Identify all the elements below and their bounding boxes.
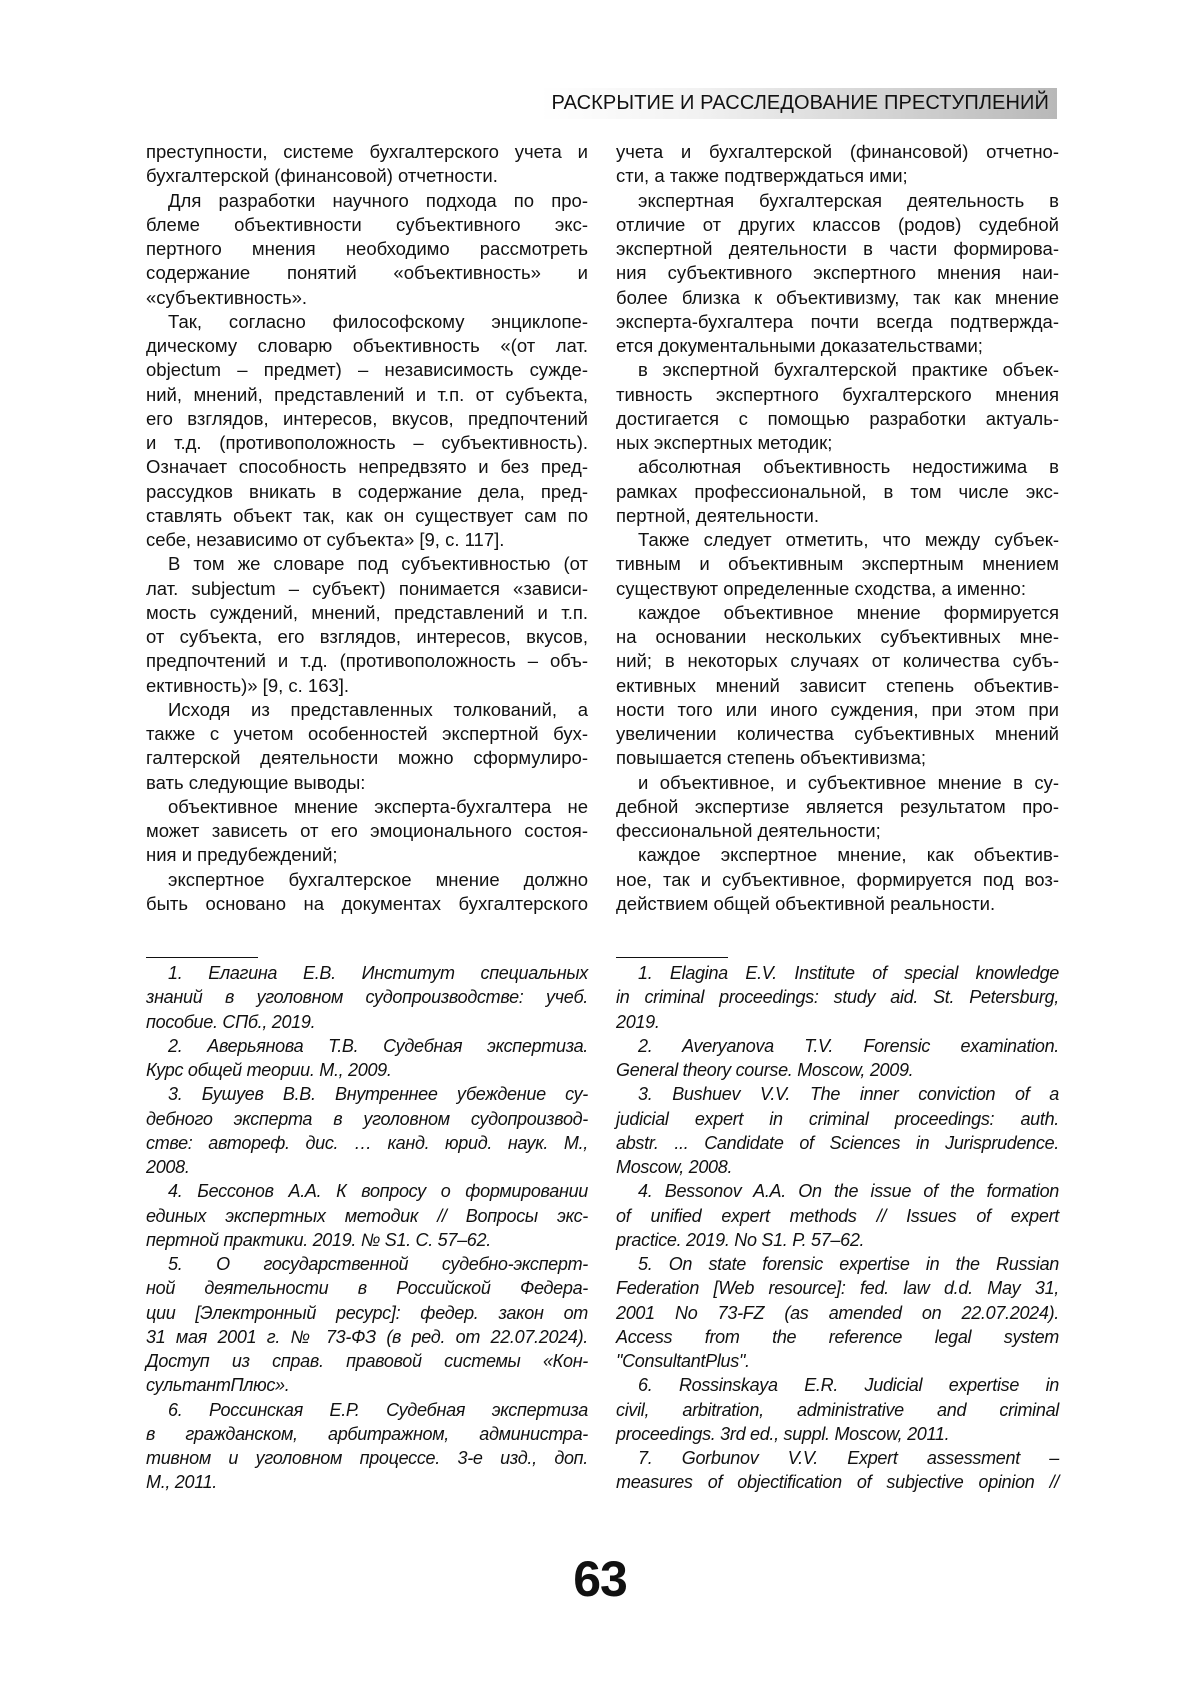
- paragraph: [616, 771, 1059, 844]
- reference-item: [146, 961, 588, 1034]
- reference-item: [616, 1373, 1059, 1446]
- text-line: judicial expert in criminal proceedings: auth.: [616, 1107, 1059, 1131]
- text-line: Для разработки научного подхода по про-: [146, 189, 588, 213]
- paragraph: [616, 528, 1059, 601]
- text-line: 1. Elagina E.V. Institute of special knowledge: [616, 961, 1059, 985]
- text-line: пертного мнения необходимо рассмотреть: [146, 237, 588, 261]
- text-line: тивном и уголовном процессе. 3-е изд., доп.: [146, 1446, 588, 1470]
- text-line: в гражданском, арбитражном, администра-: [146, 1422, 588, 1446]
- reference-item: [616, 1034, 1059, 1083]
- paragraph: [146, 552, 588, 698]
- text-line: предпочтений и т.д. (противоположность – объ-: [146, 649, 588, 673]
- text-line: стве: автореф. дис. … канд. юрид. наук. М.,: [146, 1131, 588, 1155]
- text-line: тивным и объективным экспертным мнением: [616, 552, 1059, 576]
- text-line: объективное мнение эксперта-бухгалтера не: [146, 795, 588, 819]
- text-line: ективность)» [9, с. 163].: [146, 674, 588, 698]
- text-line: на основании нескольких субъективных мне-: [616, 625, 1059, 649]
- text-line: сультантПлюс».: [146, 1373, 588, 1397]
- text-line: М., 2011.: [146, 1470, 588, 1494]
- reference-item: [616, 1179, 1059, 1252]
- text-line: каждое объективное мнение формируется: [616, 601, 1059, 625]
- text-line: ное, так и субъективное, формируется под воз-: [616, 868, 1059, 892]
- reference-item: [146, 1252, 588, 1398]
- text-line: фессиональной деятельности;: [616, 819, 1059, 843]
- text-line: 2. Аверьянова Т.В. Судебная экспертиза.: [146, 1034, 588, 1058]
- text-line: Moscow, 2008.: [616, 1155, 1059, 1179]
- text-line: быть основано на документах бухгалтерского: [146, 892, 588, 916]
- page-number: 63: [0, 1550, 1200, 1608]
- text-line: существуют определенные сходства, а именно:: [616, 577, 1059, 601]
- text-line: дебного эксперта в уголовном судопроизвод-: [146, 1107, 588, 1131]
- reference-item: [616, 1446, 1059, 1495]
- text-line: 7. Gorbunov V.V. Expert assessment –: [616, 1446, 1059, 1470]
- text-line: сти, а также подтверждаться ими;: [616, 164, 1059, 188]
- text-line: General theory course. Moscow, 2009.: [616, 1058, 1059, 1082]
- body-column-right: [616, 140, 1059, 916]
- text-line: of unified expert methods // Issues of expert: [616, 1204, 1059, 1228]
- reference-item: [616, 1082, 1059, 1179]
- text-line: может зависеть от его эмоционального состоя-: [146, 819, 588, 843]
- text-line: бухгалтерской (финансовой) отчетности.: [146, 164, 588, 188]
- text-line: и т.д. (противоположность – субъективность).: [146, 431, 588, 455]
- text-line: 3. Bushuev V.V. The inner conviction of a: [616, 1082, 1059, 1106]
- text-line: ных экспертных методик;: [616, 431, 1059, 455]
- text-line: ности того или иного суждения, при этом при: [616, 698, 1059, 722]
- text-line: эксперта-бухгалтера почти всегда подтвержда-: [616, 310, 1059, 334]
- paragraph: [616, 140, 1059, 189]
- text-line: measures of objectification of subjective opinion //: [616, 1470, 1059, 1494]
- text-line: Доступ из справ. правовой системы «Кон-: [146, 1349, 588, 1373]
- text-line: рассудков вникать в содержание дела, пред-: [146, 480, 588, 504]
- text-line: Так, согласно философскому энциклопе-: [146, 310, 588, 334]
- paragraph: [616, 843, 1059, 916]
- text-line: учета и бухгалтерской (финансовой) отчетно-: [616, 140, 1059, 164]
- text-line: ставлять объект так, как он существует сам по: [146, 504, 588, 528]
- text-line: преступности, системе бухгалтерского учета и: [146, 140, 588, 164]
- text-line: ется документальными доказательствами;: [616, 334, 1059, 358]
- references-ru: [146, 961, 588, 1495]
- reference-item: [146, 1179, 588, 1252]
- paragraph: [146, 189, 588, 310]
- text-line: знаний в уголовном судопроизводстве: учеб.: [146, 985, 588, 1009]
- text-line: экспертная бухгалтерская деятельность в: [616, 189, 1059, 213]
- reference-item: [616, 1252, 1059, 1373]
- paragraph: [146, 310, 588, 553]
- text-line: «субъективность».: [146, 286, 588, 310]
- text-line: единых экспертных методик // Вопросы экс-: [146, 1204, 588, 1228]
- text-line: 5. On state forensic expertise in the Russian: [616, 1252, 1059, 1276]
- paragraph: [616, 455, 1059, 528]
- text-line: ния субъективного экспертного мнения наи-: [616, 261, 1059, 285]
- text-line: мость суждений, мнений, представлений и т.п.: [146, 601, 588, 625]
- text-line: пертной практики. 2019. № S1. С. 57–62.: [146, 1228, 588, 1252]
- text-line: В том же словаре под субъективностью (от: [146, 552, 588, 576]
- text-line: 4. Bessonov A.A. On the issue of the formation: [616, 1179, 1059, 1203]
- text-line: действием общей объективной реальности.: [616, 892, 1059, 916]
- text-line: также с учетом особенностей экспертной бух-: [146, 722, 588, 746]
- text-line: abstr. ... Candidate of Sciences in Jurisprudence.: [616, 1131, 1059, 1155]
- body-column-left: [146, 140, 588, 916]
- text-line: экспертной деятельности в части формирова-: [616, 237, 1059, 261]
- text-line: себе, независимо от субъекта» [9, с. 117].: [146, 528, 588, 552]
- text-line: proceedings. 3rd ed., suppl. Moscow, 2011.: [616, 1422, 1059, 1446]
- footnote-separator-left: [146, 957, 258, 958]
- text-line: 2008.: [146, 1155, 588, 1179]
- paragraph: [146, 795, 588, 868]
- text-line: от субъекта, его взглядов, интересов, вкусов,: [146, 625, 588, 649]
- paragraph: [146, 698, 588, 795]
- text-line: Исходя из представленных толкований, а: [146, 698, 588, 722]
- text-line: objectum – предмет) – независимость сужде-: [146, 358, 588, 382]
- paragraph: [616, 358, 1059, 455]
- text-line: 2. Averyanova T.V. Forensic examination.: [616, 1034, 1059, 1058]
- paragraph: [146, 140, 588, 189]
- text-line: ективных мнений зависит степень объектив-: [616, 674, 1059, 698]
- text-line: 4. Бессонов А.А. К вопросу о формировании: [146, 1179, 588, 1203]
- text-line: каждое экспертное мнение, как объектив-: [616, 843, 1059, 867]
- text-line: Federation [Web resource]: fed. law d.d. May 31,: [616, 1276, 1059, 1300]
- text-line: тивность экспертного бухгалтерского мнения: [616, 383, 1059, 407]
- text-line: ний; в некоторых случаях от количества субъ-: [616, 649, 1059, 673]
- text-line: повышается степень объективизма;: [616, 746, 1059, 770]
- paragraph: [616, 601, 1059, 771]
- text-line: вать следующие выводы:: [146, 771, 588, 795]
- reference-item: [146, 1034, 588, 1083]
- text-line: пертной, деятельности.: [616, 504, 1059, 528]
- text-line: дическому словарю объективность «(от лат.: [146, 334, 588, 358]
- text-line: абсолютная объективность недостижима в: [616, 455, 1059, 479]
- text-line: 1. Елагина Е.В. Институт специальных: [146, 961, 588, 985]
- paragraph: [146, 868, 588, 917]
- text-line: in criminal proceedings: study aid. St. Petersburg,: [616, 985, 1059, 1009]
- text-line: 6. Rossinskaya E.R. Judicial expertise in: [616, 1373, 1059, 1397]
- text-line: Access from the reference legal system: [616, 1325, 1059, 1349]
- text-line: увеличении количества субъективных мнений: [616, 722, 1059, 746]
- text-line: отличие от других классов (родов) судебной: [616, 213, 1059, 237]
- text-line: экспертное бухгалтерское мнение должно: [146, 868, 588, 892]
- text-line: "ConsultantPlus".: [616, 1349, 1059, 1373]
- text-line: 2001 No 73-FZ (as amended on 22.07.2024).: [616, 1301, 1059, 1325]
- reference-item: [146, 1082, 588, 1179]
- text-line: пособие. СПб., 2019.: [146, 1010, 588, 1034]
- text-line: более близка к объективизму, так как мнение: [616, 286, 1059, 310]
- text-line: 3. Бушуев В.В. Внутреннее убеждение су-: [146, 1082, 588, 1106]
- text-line: ной деятельности в Российской Федера-: [146, 1276, 588, 1300]
- running-header: [540, 88, 1057, 119]
- footnote-separator-right: [616, 957, 728, 958]
- text-line: и объективное, и субъективное мнение в су-: [616, 771, 1059, 795]
- text-line: civil, arbitration, administrative and criminal: [616, 1398, 1059, 1422]
- text-line: 31 мая 2001 г. № 73-ФЗ (в ред. от 22.07.2024).: [146, 1325, 588, 1349]
- references-en: [616, 961, 1059, 1495]
- text-line: Означает способность непредвзято и без пред-: [146, 455, 588, 479]
- text-line: 6. Россинская Е.Р. Судебная экспертиза: [146, 1398, 588, 1422]
- text-line: лат. subjectum – субъект) понимается «зависи-: [146, 577, 588, 601]
- text-line: его взглядов, интересов, вкусов, предпочтений: [146, 407, 588, 431]
- text-line: ний, мнений, представлений и т.п. от субъекта,: [146, 383, 588, 407]
- reference-item: [616, 961, 1059, 1034]
- text-line: содержание понятий «объективность» и: [146, 261, 588, 285]
- text-line: галтерской деятельности можно сформулиро-: [146, 746, 588, 770]
- text-line: Курс общей теории. М., 2009.: [146, 1058, 588, 1082]
- text-line: рамках профессиональной, в том числе экс-: [616, 480, 1059, 504]
- text-line: 5. О государственной судебно-эксперт-: [146, 1252, 588, 1276]
- text-line: в экспертной бухгалтерской практике объек-: [616, 358, 1059, 382]
- text-line: достигается с помощью разработки актуаль-: [616, 407, 1059, 431]
- text-line: ния и предубеждений;: [146, 843, 588, 867]
- text-line: ции [Электронный ресурс]: федер. закон от: [146, 1301, 588, 1325]
- text-line: Также следует отметить, что между субъек-: [616, 528, 1059, 552]
- section-title: РАСКРЫТИЕ И РАССЛЕДОВАНИЕ ПРЕСТУПЛЕНИЙ: [552, 92, 1049, 115]
- reference-item: [146, 1398, 588, 1495]
- text-line: practice. 2019. No S1. P. 57–62.: [616, 1228, 1059, 1252]
- text-line: блеме объективности субъективного экс-: [146, 213, 588, 237]
- paragraph: [616, 189, 1059, 359]
- text-line: дебной экспертизе является результатом про-: [616, 795, 1059, 819]
- text-line: 2019.: [616, 1010, 1059, 1034]
